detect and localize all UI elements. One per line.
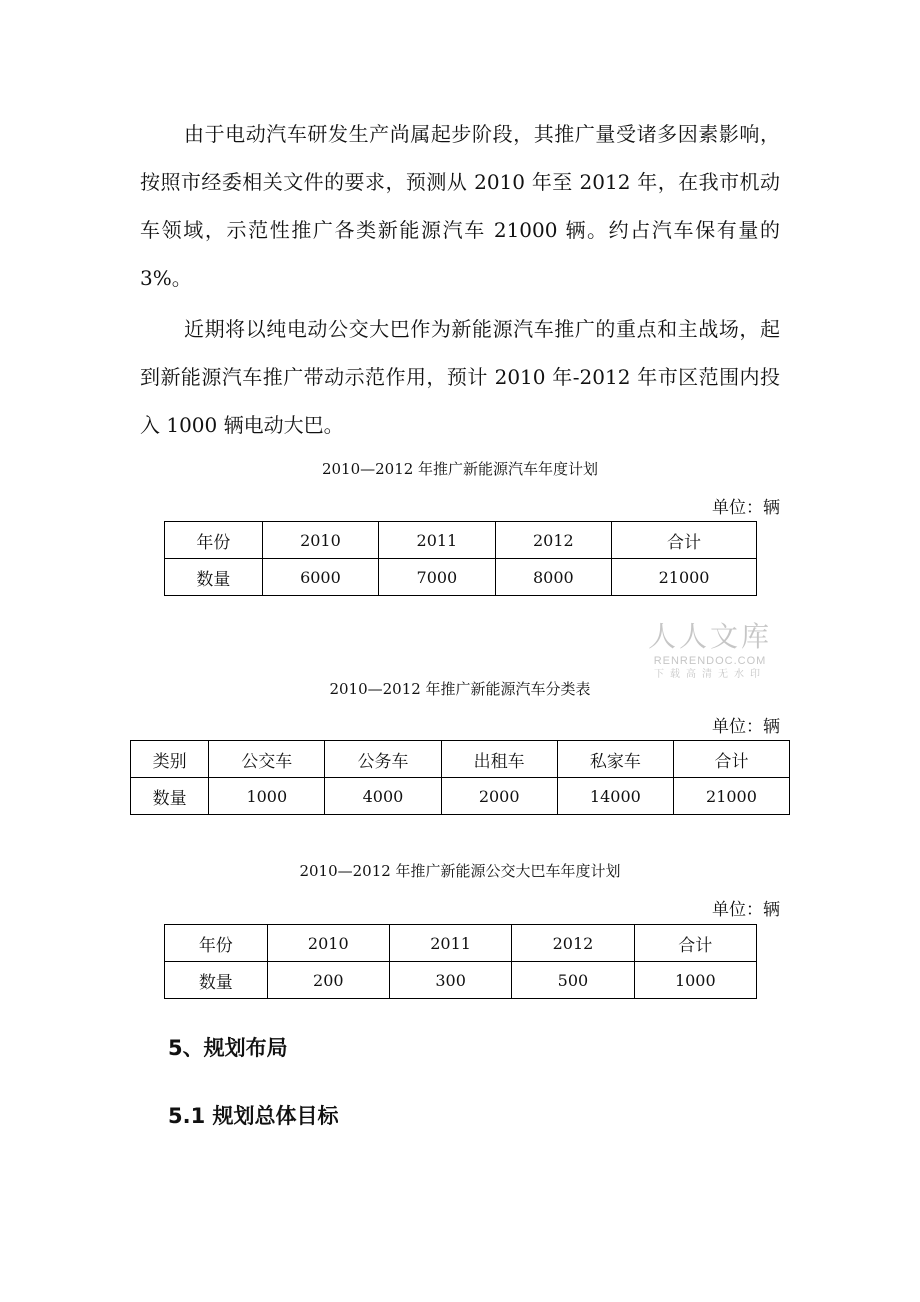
table-cell: 数量	[165, 559, 263, 596]
table-cell: 8000	[495, 559, 611, 596]
table-header-cell: 类别	[131, 741, 209, 778]
table-cell: 4000	[325, 778, 441, 815]
watermark-title: 人人文库	[647, 620, 772, 653]
table-header-row	[165, 925, 757, 962]
table-header-cell: 合计	[673, 741, 789, 778]
table-cell: 21000	[612, 559, 757, 596]
table-header-row	[131, 741, 790, 778]
table-header-cell: 2012	[495, 522, 611, 559]
bus-plan-table	[164, 924, 757, 999]
table-cell: 6000	[262, 559, 378, 596]
table-row	[131, 778, 790, 815]
table-header-cell: 合计	[612, 522, 757, 559]
table-header-cell: 出租车	[441, 741, 557, 778]
watermark-logo	[640, 620, 780, 682]
table-caption-category: 2010—2012 年推广新能源汽车分类表	[329, 680, 591, 698]
table-cell: 500	[512, 962, 634, 999]
table-header-cell: 年份	[165, 522, 263, 559]
category-table	[130, 740, 790, 815]
section-heading-layout: 5、规划布局	[168, 1036, 288, 1060]
table-unit-label: 单位：辆	[712, 717, 780, 737]
table-cell: 200	[267, 962, 389, 999]
paragraph-forecast: 由于电动汽车研发生产尚属起步阶段，其推广量受诸多因素影响，按照市经委相关文件的要求，预测从 2010 年至 2012 年，在我市机动车领域，示范性推广各类新能源汽车 21000 辆。约占汽车保有量的 3%。	[140, 122, 780, 290]
table-cell: 2000	[441, 778, 557, 815]
subsection-heading-goals: 5.1 规划总体目标	[168, 1104, 339, 1128]
table-unit-label: 单位：辆	[712, 900, 780, 920]
annual-plan-table	[164, 521, 757, 596]
table-row	[165, 559, 757, 596]
table-cell: 7000	[379, 559, 495, 596]
table-caption-bus-plan: 2010—2012 年推广新能源公交大巴车年度计划	[299, 862, 621, 880]
table-header-cell: 2012	[512, 925, 634, 962]
table-header-cell: 年份	[165, 925, 268, 962]
paragraph-bus-plan: 近期将以纯电动公交大巴作为新能源汽车推广的重点和主战场，起到新能源汽车推广带动示范作用，预计 2010 年-2012 年市区范围内投入 1000 辆电动大巴。	[140, 317, 780, 437]
table-row	[165, 962, 757, 999]
table-header-cell: 2011	[379, 522, 495, 559]
table-cell: 数量	[165, 962, 268, 999]
table-header-cell: 2010	[267, 925, 389, 962]
table-cell: 14000	[557, 778, 673, 815]
table-cell: 21000	[673, 778, 789, 815]
table-header-cell: 2010	[262, 522, 378, 559]
table-header-row	[165, 522, 757, 559]
table-header-cell: 公务车	[325, 741, 441, 778]
table-caption-annual-plan: 2010—2012 年推广新能源汽车年度计划	[321, 460, 599, 478]
watermark-subtitle: 下载高清无水印	[654, 669, 766, 680]
table-cell: 300	[389, 962, 511, 999]
table-header-cell: 公交车	[209, 741, 325, 778]
table-cell: 数量	[131, 778, 209, 815]
table-header-cell: 2011	[389, 925, 511, 962]
table-cell: 1000	[634, 962, 756, 999]
watermark-url: RENRENDOC.COM	[653, 655, 767, 667]
table-header-cell: 合计	[634, 925, 756, 962]
table-unit-label: 单位：辆	[712, 498, 780, 518]
table-cell: 1000	[209, 778, 325, 815]
table-header-cell: 私家车	[557, 741, 673, 778]
